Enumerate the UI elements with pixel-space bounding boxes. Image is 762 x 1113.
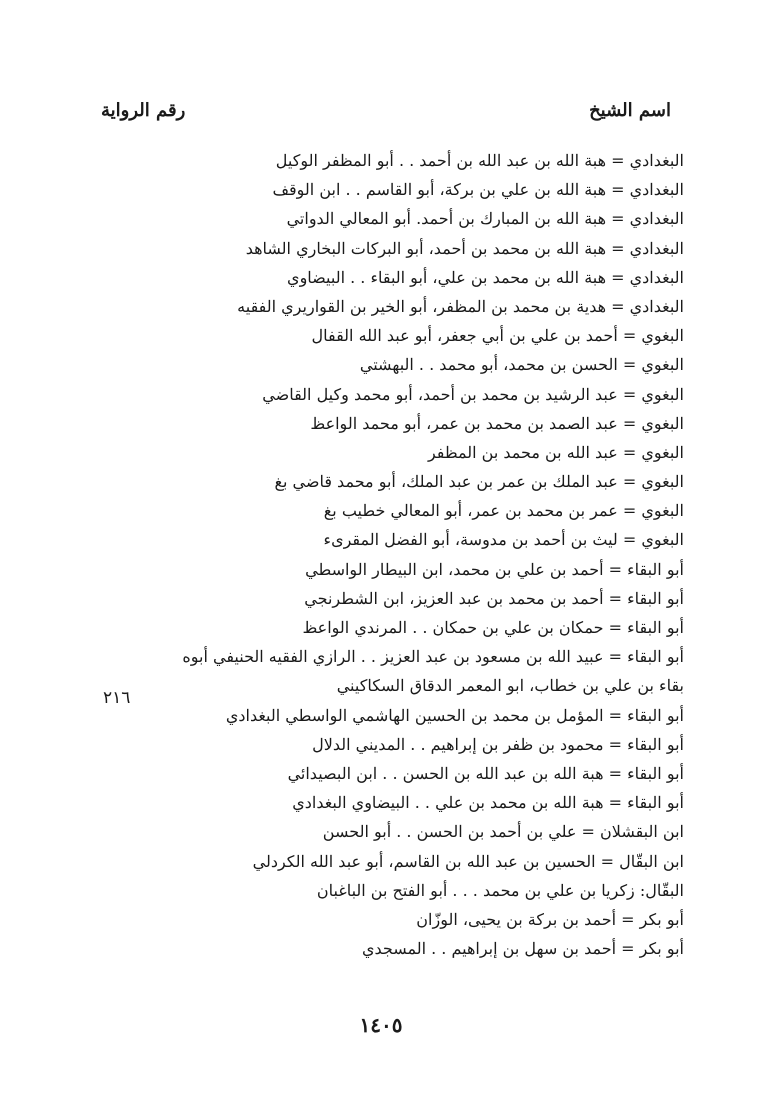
list-item: البغدادي = هدية بن محمد بن المظفر، أبو الخير بن القواريري الفقيه bbox=[237, 296, 684, 316]
list-item: البغوي = ليث بن أحمد بن مدوسة، أبو الفضل المقرىء bbox=[323, 530, 684, 550]
list-item: البغدادي = هبة الله بن محمد بن علي، أبو البقاء . . البيضاوي bbox=[287, 267, 684, 287]
narration-number: ٢١٦ bbox=[103, 688, 131, 708]
list-item: أبو البقاء = هبة الله بن عبد الله بن الحسن . . ابن البصيدائي bbox=[287, 763, 684, 783]
list-item: أبو البقاء = محمود بن ظفر بن إبراهيم . . المديني الدلال bbox=[312, 734, 684, 754]
list-item: أبو البقاء = أحمد بن محمد بن عبد العزيز، ابن الشطرنجي bbox=[304, 588, 684, 608]
list-item: البغوي = عبد الرشيد بن محمد بن أحمد، أبو محمد وكيل القاضي bbox=[262, 384, 684, 404]
list-item: ابن البقشلان = علي بن أحمد بن الحسن . . أبو الحسن bbox=[322, 822, 684, 842]
list-item: البغوي = عمر بن محمد بن عمر، أبو المعالي خطيب بغ bbox=[323, 501, 684, 521]
page-number: ١٤٠٥ bbox=[359, 1013, 403, 1037]
list-item: أبو البقاء = المؤمل بن محمد بن الحسين الهاشمي الواسطي البغدادي bbox=[225, 705, 684, 725]
column-header-narration-number: رقم الرواية bbox=[101, 100, 186, 121]
list-item: البغدادي = هبة الله بن علي بن بركة، أبو القاسم . . ابن الوقف bbox=[272, 180, 684, 200]
list-item: أبو بكر = أحمد بن سهل بن إبراهيم . . المسجدي bbox=[361, 939, 684, 959]
list-item: أبو البقاء = هبة الله بن محمد بن علي . . البيضاوي البغدادي bbox=[292, 793, 684, 813]
list-item: البغوي = عبد الصمد بن محمد بن عمر، أبو محمد الواعظ bbox=[310, 413, 684, 433]
list-item: البغوي = الحسن بن محمد، أبو محمد . . البهشتي bbox=[359, 355, 684, 375]
list-item: البغدادي = هبة الله بن محمد بن أحمد، أبو البركات البخاري الشاهد bbox=[245, 238, 684, 258]
list-item: البغدادي = هبة الله بن المبارك بن أحمد. أبو المعالي الدواتي bbox=[286, 209, 684, 229]
list-item: بقاء بن علي بن خطاب، ابو المعمر الدقاق السكاكيني bbox=[336, 676, 684, 696]
list-item: البقّال: زكريا بن علي بن محمد . . . أبو الفتح بن الباغبان bbox=[316, 880, 684, 900]
list-item: أبو البقاء = أحمد بن علي بن محمد، ابن البيطار الواسطي bbox=[305, 559, 684, 579]
list-item: البغوي = أحمد بن علي بن أبي جعفر، أبو عبد الله القفال bbox=[311, 326, 684, 346]
list-item: ابن البقّال = الحسين بن عبد الله بن القاسم، أبو عبد الله الكردلي bbox=[252, 851, 684, 871]
list-item: أبو بكر = أحمد بن بركة بن يحيى، الوزّان bbox=[416, 909, 684, 929]
sheikh-entries-list bbox=[164, 146, 684, 963]
list-item: البغوي = عبد الملك بن عمر بن عبد الملك، أبو محمد قاضي بغ bbox=[274, 472, 684, 492]
list-item: البغدادي = هبة الله بن عبد الله بن أحمد . . أبو المظفر الوكيل bbox=[275, 151, 684, 170]
list-item: أبو البقاء = عبيد الله بن مسعود بن عبد العزيز . . الرازي الفقيه الحنيفي أبوه bbox=[182, 647, 684, 667]
list-item: أبو البقاء = حمكان بن علي بن حمكان . . المرندي الواعظ bbox=[302, 618, 684, 637]
list-item: البغوي = عبد الله بن محمد بن المظفر bbox=[427, 442, 684, 462]
column-header-sheikh-name: اسم الشيخ bbox=[589, 100, 671, 121]
